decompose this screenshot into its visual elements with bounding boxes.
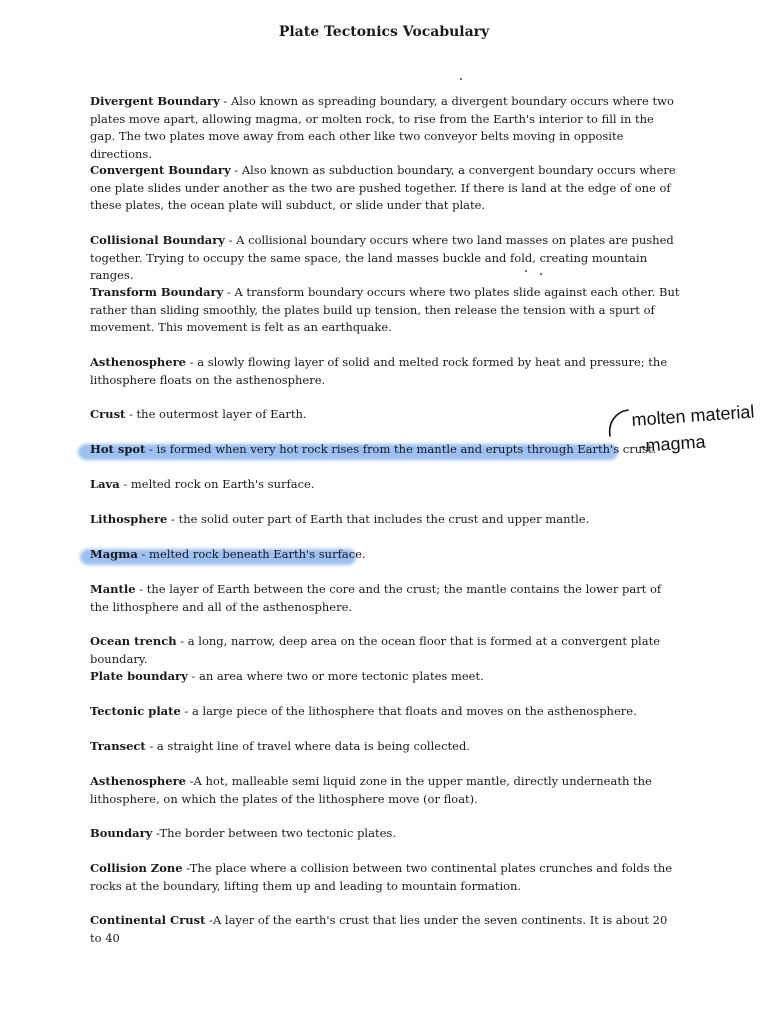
vocab-entry <box>90 476 680 494</box>
vocab-entry <box>90 406 680 424</box>
vocab-term: Lithosphere <box>90 512 168 526</box>
vocab-term: Crust <box>90 407 126 421</box>
vocab-term: Tectonic plate <box>90 704 181 718</box>
vocab-definition: -A layer of the earth's crust that lies under the seven continents. It is about 20 to 40 <box>90 913 668 945</box>
vocab-definition: -The border between two tectonic plates. <box>152 826 396 840</box>
vocab-definition: - the layer of Earth between the core and the crust; the mantle contains the lower part of the lithosphere and all of the asthenosphere. <box>90 582 662 614</box>
vocab-definition: - Also known as spreading boundary, a divergent boundary occurs where two plates move apart, allowing magma, or molten rock, to rise from the Earth's interior to fill in the gap. The two plates move away from each other like two conveyor belts moving in opposite directions. <box>90 94 674 161</box>
vocab-term: Plate boundary <box>90 669 188 683</box>
vocab-entry <box>90 581 680 616</box>
vocab-entry <box>90 546 680 564</box>
vocab-term: Transform Boundary <box>90 285 224 299</box>
vocab-definition: - A transform boundary occurs where two plates slide against each other. But rather than sliding smoothly, the plates build up tension, then release the tension with a spurt of movement. This movement is felt as an earthquake. <box>90 285 680 334</box>
vocab-definition: - Also known as subduction boundary, a convergent boundary occurs where one plate slides under another as the two are pushed together. If there is land at the edge of one of these plates, the ocean plate will subduct, or slide under that plate. <box>90 163 676 212</box>
vocab-entry <box>90 773 680 808</box>
vocab-definition: - a large piece of the lithosphere that floats and moves on the asthenosphere. <box>180 704 637 718</box>
vocab-entry <box>90 511 680 529</box>
vocab-term: Collision Zone <box>90 861 183 875</box>
vocab-term: Convergent Boundary <box>90 163 231 177</box>
vocab-entry <box>90 441 680 459</box>
vocab-entry <box>90 912 680 947</box>
vocab-entry <box>90 738 680 756</box>
vocab-term: Magma <box>90 547 138 561</box>
vocab-definition: - a long, narrow, deep area on the ocean floor that is formed at a convergent plate boundary. <box>90 634 661 666</box>
vocab-entry <box>90 284 680 337</box>
vocab-definition: - is formed when very hot rock rises from the mantle and erupts through Earth's crust. <box>145 442 657 456</box>
vocab-definition: -The place where a collision between two continental plates crunches and folds the rocks at the boundary, lifting them up and leading to mountain formation. <box>90 861 673 893</box>
vocab-term: Continental Crust <box>90 913 206 927</box>
vocab-term: Transect <box>90 739 146 753</box>
vocab-entry <box>90 162 680 215</box>
vocab-definition: - A collisional boundary occurs where two land masses on plates are pushed together. Trying to occupy the same space, the land masses buckle and fold, creating mountain ranges. <box>90 233 674 282</box>
vocab-definition: -A hot, malleable semi liquid zone in the upper mantle, directly underneath the lithosphere, on which the plates of the lithosphere move (or float). <box>90 774 652 806</box>
vocab-entry <box>90 354 680 389</box>
vocab-entry <box>90 825 680 843</box>
annotation-line-2: -magma <box>638 431 707 456</box>
vocab-definition: - a straight line of travel where data is being collected. <box>145 739 470 753</box>
annotation-bracket <box>610 410 628 436</box>
vocab-entry <box>90 860 680 895</box>
annotation-line-1: molten material <box>630 401 756 430</box>
vocab-definition: - an area where two or more tectonic plates meet. <box>187 669 484 683</box>
vocab-definition: - a slowly flowing layer of solid and melted rock formed by heat and pressure; the lithosphere floats on the asthenosphere. <box>90 355 668 387</box>
vocab-term: Lava <box>90 477 120 491</box>
vocab-term: Asthenosphere <box>90 774 186 788</box>
vocab-term: Mantle <box>90 582 136 596</box>
vocab-definition: - melted rock beneath Earth's surface. <box>137 547 366 561</box>
vocab-entry <box>90 93 680 163</box>
vocab-term: Collisional Boundary <box>90 233 225 247</box>
vocab-entry <box>90 703 680 721</box>
page-title: Plate Tectonics Vocabulary <box>278 24 490 40</box>
handwritten-annotation <box>596 400 756 480</box>
vocab-definition: - the outermost layer of Earth. <box>125 407 307 421</box>
vocab-term: Hot spot <box>90 442 146 456</box>
speck-mark <box>460 78 462 80</box>
vocab-definition: - melted rock on Earth's surface. <box>119 477 315 491</box>
vocab-term: Ocean trench <box>90 634 177 648</box>
vocab-term: Boundary <box>90 826 153 840</box>
vocab-term: Asthenosphere <box>90 355 186 369</box>
vocab-entry <box>90 633 680 668</box>
vocab-entry <box>90 232 680 285</box>
vocab-entry <box>90 668 680 686</box>
vocab-definition: - the solid outer part of Earth that includes the crust and upper mantle. <box>167 512 590 526</box>
vocab-term: Divergent Boundary <box>90 94 220 108</box>
